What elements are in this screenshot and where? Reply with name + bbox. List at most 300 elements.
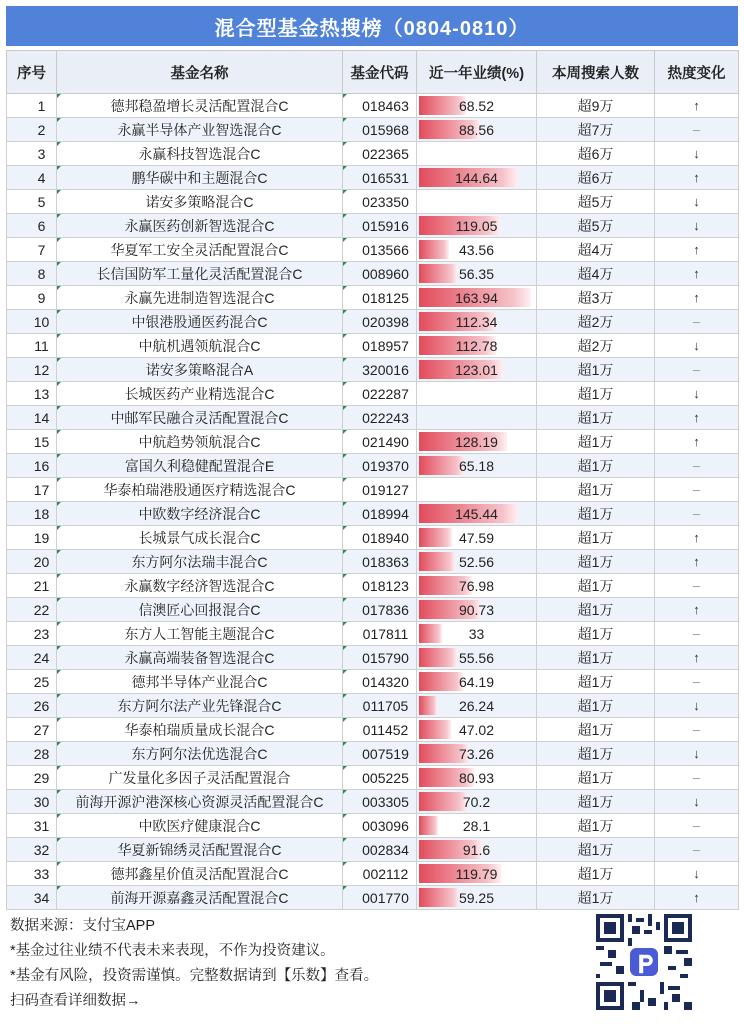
- fund-code: [343, 118, 417, 142]
- search-count: 超1万: [537, 382, 655, 406]
- fund-name: [57, 406, 343, 430]
- performance-cell: [417, 454, 537, 478]
- performance-value: 91.6: [462, 841, 491, 858]
- trend-cell: [655, 622, 739, 646]
- search-count: 超1万: [537, 718, 655, 742]
- row-index: 21: [7, 574, 57, 598]
- performance-value: 70.2: [462, 793, 491, 810]
- performance-value: 144.64: [455, 169, 498, 186]
- performance-cell: [417, 694, 537, 718]
- table-row: [7, 310, 739, 334]
- fund-code: [343, 478, 417, 502]
- fund-table: [6, 50, 739, 910]
- performance-cell: [417, 334, 537, 358]
- fund-name: [57, 478, 343, 502]
- performance-cell: [417, 862, 537, 886]
- row-index: 24: [7, 646, 57, 670]
- search-count: 超5万: [537, 190, 655, 214]
- fund-name-text: 德邦鑫星价值灵活配置混合C: [110, 865, 289, 882]
- performance-cell: [417, 766, 537, 790]
- search-count: 超6万: [537, 142, 655, 166]
- table-row: [7, 742, 739, 766]
- search-count: 超1万: [537, 406, 655, 430]
- performance-value: 112.34: [455, 313, 498, 330]
- fund-name-text: 德邦半导体产业混合C: [131, 673, 268, 690]
- fund-code-text: 022287: [362, 385, 409, 402]
- performance-cell: [417, 118, 537, 142]
- fund-name-text: 中欧数字经济混合C: [138, 505, 261, 522]
- trend-up-icon: ↑: [693, 650, 700, 665]
- fund-code-text: 003305: [362, 793, 409, 810]
- header-fund-name: 基金名称: [57, 51, 343, 94]
- table-row: [7, 886, 739, 910]
- disclaimer-1: *基金过往业绩不代表未来表现，不作为投资建议。: [10, 943, 335, 959]
- fund-name-text: 永赢先进制造智选混合C: [124, 289, 275, 306]
- trend-cell: [655, 526, 739, 550]
- trend-cell: [655, 742, 739, 766]
- fund-name: [57, 886, 343, 910]
- fund-code: [343, 790, 417, 814]
- fund-name-text: 东方阿尔法优选混合C: [131, 745, 268, 762]
- row-index: 34: [7, 886, 57, 910]
- fund-name: [57, 334, 343, 358]
- fund-code: [343, 166, 417, 190]
- trend-cell: [655, 886, 739, 910]
- fund-name-text: 中欧医疗健康混合C: [138, 817, 261, 834]
- row-index: 4: [7, 166, 57, 190]
- fund-name-text: 广发量化多因子灵活配置混合: [108, 769, 291, 786]
- trend-cell: [655, 238, 739, 262]
- header-trend: 热度变化: [655, 51, 739, 94]
- trend-cell: [655, 598, 739, 622]
- performance-value: 128.19: [455, 433, 498, 450]
- performance-cell: [417, 718, 537, 742]
- fund-code: [343, 214, 417, 238]
- fund-name-text: 华泰柏瑞质量成长混合C: [124, 721, 275, 738]
- performance-cell: [417, 814, 537, 838]
- performance-cell: [417, 670, 537, 694]
- performance-cell: [417, 622, 537, 646]
- table-row: [7, 766, 739, 790]
- fund-name: [57, 622, 343, 646]
- table-row: [7, 358, 739, 382]
- table-row: [7, 190, 739, 214]
- trend-flat-icon: –: [692, 722, 701, 737]
- search-count: 超3万: [537, 286, 655, 310]
- fund-name-text: 中航趋势领航混合C: [138, 433, 261, 450]
- search-count: 超2万: [537, 334, 655, 358]
- fund-code-text: 005225: [362, 769, 409, 786]
- fund-code-text: 019370: [362, 457, 409, 474]
- table-row: [7, 478, 739, 502]
- fund-code: [343, 550, 417, 574]
- search-count: 超5万: [537, 214, 655, 238]
- performance-value: 123.01: [455, 361, 498, 378]
- performance-value: 68.52: [458, 97, 495, 114]
- search-count: 超1万: [537, 694, 655, 718]
- fund-name: [57, 358, 343, 382]
- performance-value: 43.56: [458, 241, 495, 258]
- trend-cell: [655, 214, 739, 238]
- trend-down-icon: ↓: [693, 866, 700, 881]
- fund-code-text: 018994: [362, 505, 409, 522]
- table-row: [7, 862, 739, 886]
- fund-code: [343, 310, 417, 334]
- fund-code-text: 008960: [362, 265, 409, 282]
- row-index: 1: [7, 94, 57, 118]
- performance-value: 55.56: [458, 649, 495, 666]
- fund-name-text: 永赢科技智选混合C: [138, 145, 261, 162]
- search-count: 超7万: [537, 118, 655, 142]
- fund-code-text: 017836: [362, 601, 409, 618]
- performance-value: 33: [468, 625, 485, 642]
- row-index: 23: [7, 622, 57, 646]
- fund-code-text: 022365: [362, 145, 409, 162]
- performance-value: 76.98: [458, 577, 495, 594]
- performance-value: 56.35: [458, 265, 495, 282]
- performance-cell: [417, 646, 537, 670]
- performance-cell: [417, 550, 537, 574]
- trend-flat-icon: –: [692, 314, 701, 329]
- trend-up-icon: ↑: [693, 242, 700, 257]
- fund-name-text: 长城景气成长混合C: [138, 529, 261, 546]
- search-count: 超4万: [537, 262, 655, 286]
- performance-bar: [419, 624, 442, 643]
- trend-down-icon: ↓: [693, 218, 700, 233]
- fund-name-text: 东方阿尔法瑞丰混合C: [131, 553, 268, 570]
- fund-name-text: 永赢高端装备智选混合C: [124, 649, 275, 666]
- fund-name: [57, 454, 343, 478]
- fund-name: [57, 190, 343, 214]
- fund-name: [57, 502, 343, 526]
- fund-name: [57, 118, 343, 142]
- trend-cell: [655, 718, 739, 742]
- fund-code: [343, 358, 417, 382]
- trend-cell: [655, 118, 739, 142]
- search-count: 超1万: [537, 502, 655, 526]
- trend-flat-icon: –: [692, 770, 701, 785]
- row-index: 7: [7, 238, 57, 262]
- search-count: 超6万: [537, 166, 655, 190]
- trend-down-icon: ↓: [693, 794, 700, 809]
- row-index: 9: [7, 286, 57, 310]
- table-row: [7, 262, 739, 286]
- fund-code-text: 018940: [362, 529, 409, 546]
- header-search-count: 本周搜索人数: [537, 51, 655, 94]
- performance-value: 47.02: [458, 721, 495, 738]
- trend-cell: [655, 670, 739, 694]
- trend-up-icon: ↑: [693, 290, 700, 305]
- fund-name-text: 信澳匠心回报混合C: [138, 601, 261, 618]
- trend-flat-icon: –: [692, 362, 701, 377]
- qr-code-icon[interactable]: [596, 914, 692, 1010]
- performance-cell: [417, 886, 537, 910]
- header-performance: 近一年业绩(%): [417, 51, 537, 94]
- search-count: 超1万: [537, 670, 655, 694]
- table-row: [7, 646, 739, 670]
- trend-up-icon: ↑: [693, 98, 700, 113]
- fund-code: [343, 334, 417, 358]
- fund-code: [343, 190, 417, 214]
- row-index: 10: [7, 310, 57, 334]
- fund-code-text: 019127: [362, 481, 409, 498]
- fund-code: [343, 670, 417, 694]
- performance-value: 64.19: [458, 673, 495, 690]
- fund-code: [343, 862, 417, 886]
- fund-code: [343, 454, 417, 478]
- table-row: [7, 790, 739, 814]
- performance-bar: [419, 720, 451, 739]
- fund-name-text: 前海开源嘉鑫灵活配置混合C: [110, 889, 289, 906]
- performance-cell: [417, 214, 537, 238]
- fund-name: [57, 718, 343, 742]
- trend-flat-icon: –: [692, 674, 701, 689]
- fund-name-text: 诺安多策略混合C: [145, 193, 254, 210]
- performance-cell: [417, 502, 537, 526]
- fund-code-text: 015790: [362, 649, 409, 666]
- fund-name-text: 鹏华碳中和主题混合C: [131, 169, 268, 186]
- search-count: 超9万: [537, 94, 655, 118]
- trend-cell: [655, 190, 739, 214]
- performance-value: 145.44: [455, 505, 498, 522]
- trend-up-icon: ↑: [693, 530, 700, 545]
- page-title: 混合型基金热搜榜（0804-0810）: [6, 6, 738, 46]
- performance-cell: [417, 142, 537, 166]
- performance-cell: [417, 358, 537, 382]
- search-count: 超1万: [537, 862, 655, 886]
- trend-cell: [655, 838, 739, 862]
- fund-name-text: 富国久利稳健配置混合E: [124, 457, 275, 474]
- performance-bar: [419, 528, 452, 547]
- fund-code-text: 014320: [362, 673, 409, 690]
- search-count: 超1万: [537, 550, 655, 574]
- row-index: 28: [7, 742, 57, 766]
- performance-cell: [417, 190, 537, 214]
- table-row: [7, 94, 739, 118]
- fund-name: [57, 382, 343, 406]
- table-row: [7, 502, 739, 526]
- trend-flat-icon: –: [692, 578, 701, 593]
- search-count: 超1万: [537, 526, 655, 550]
- row-index: 18: [7, 502, 57, 526]
- search-count: 超1万: [537, 814, 655, 838]
- fund-code-text: 023350: [362, 193, 409, 210]
- fund-code-text: 018363: [362, 553, 409, 570]
- fund-name: [57, 670, 343, 694]
- row-index: 12: [7, 358, 57, 382]
- performance-bar: [419, 792, 467, 811]
- performance-value: 26.24: [458, 697, 495, 714]
- fund-name-text: 永赢半导体产业智选混合C: [117, 121, 282, 138]
- table-row: [7, 214, 739, 238]
- performance-value: 47.59: [458, 529, 495, 546]
- trend-cell: [655, 862, 739, 886]
- search-count: 超1万: [537, 598, 655, 622]
- fund-code-text: 016531: [362, 169, 409, 186]
- trend-flat-icon: –: [692, 122, 701, 137]
- fund-name: [57, 214, 343, 238]
- fund-code-text: 018125: [362, 289, 409, 306]
- table-row: [7, 454, 739, 478]
- fund-code-text: 017811: [362, 625, 409, 642]
- search-count: 超4万: [537, 238, 655, 262]
- header-fund-code: 基金代码: [343, 51, 417, 94]
- trend-cell: [655, 790, 739, 814]
- row-index: 5: [7, 190, 57, 214]
- table-row: [7, 814, 739, 838]
- fund-name: [57, 574, 343, 598]
- fund-name-text: 长城医药产业精选混合C: [124, 385, 275, 402]
- performance-bar: [419, 672, 463, 691]
- performance-cell: [417, 742, 537, 766]
- trend-cell: [655, 262, 739, 286]
- performance-cell: [417, 430, 537, 454]
- table-header: [7, 51, 739, 94]
- search-count: 超1万: [537, 454, 655, 478]
- fund-code-text: 001770: [362, 889, 409, 906]
- fund-code: [343, 262, 417, 286]
- search-count: 超1万: [537, 790, 655, 814]
- trend-down-icon: ↓: [693, 338, 700, 353]
- table-row: [7, 718, 739, 742]
- table-row: [7, 694, 739, 718]
- performance-cell: [417, 286, 537, 310]
- fund-code-text: 015916: [362, 217, 409, 234]
- trend-cell: [655, 142, 739, 166]
- performance-value: 88.56: [458, 121, 495, 138]
- row-index: 14: [7, 406, 57, 430]
- performance-value: 163.94: [455, 289, 498, 306]
- performance-bar: [419, 888, 459, 907]
- fund-code: [343, 814, 417, 838]
- trend-cell: [655, 454, 739, 478]
- performance-cell: [417, 790, 537, 814]
- fund-name-text: 华夏军工安全灵活配置混合C: [110, 241, 289, 258]
- trend-up-icon: ↑: [693, 554, 700, 569]
- fund-code: [343, 886, 417, 910]
- search-count: 超1万: [537, 646, 655, 670]
- row-index: 31: [7, 814, 57, 838]
- performance-value: 90.73: [458, 601, 495, 618]
- performance-value: 119.05: [455, 217, 498, 234]
- fund-code: [343, 766, 417, 790]
- row-index: 3: [7, 142, 57, 166]
- fund-code: [343, 406, 417, 430]
- row-index: 29: [7, 766, 57, 790]
- search-count: 超1万: [537, 622, 655, 646]
- fund-name: [57, 142, 343, 166]
- table-row: [7, 598, 739, 622]
- fund-name: [57, 790, 343, 814]
- row-index: 13: [7, 382, 57, 406]
- performance-cell: [417, 262, 537, 286]
- trend-cell: [655, 94, 739, 118]
- fund-code: [343, 646, 417, 670]
- fund-code: [343, 574, 417, 598]
- fund-code-text: 003096: [362, 817, 409, 834]
- performance-cell: [417, 598, 537, 622]
- fund-name: [57, 430, 343, 454]
- fund-name: [57, 814, 343, 838]
- performance-cell: [417, 838, 537, 862]
- fund-name: [57, 742, 343, 766]
- fund-code-text: 015968: [362, 121, 409, 138]
- trend-cell: [655, 406, 739, 430]
- fund-name-text: 华泰柏瑞港股通医疗精选混合C: [103, 481, 296, 498]
- fund-code-text: 002834: [362, 841, 409, 858]
- fund-name: [57, 550, 343, 574]
- fund-name: [57, 310, 343, 334]
- fund-code-text: 020398: [362, 313, 409, 330]
- trend-cell: [655, 478, 739, 502]
- table-row: [7, 118, 739, 142]
- row-index: 27: [7, 718, 57, 742]
- performance-bar: [419, 648, 457, 667]
- performance-bar: [419, 456, 464, 475]
- trend-down-icon: ↓: [693, 698, 700, 713]
- row-index: 32: [7, 838, 57, 862]
- search-count: 超1万: [537, 430, 655, 454]
- table-row: [7, 382, 739, 406]
- table-row: [7, 406, 739, 430]
- trend-up-icon: ↑: [693, 602, 700, 617]
- trend-cell: [655, 382, 739, 406]
- trend-flat-icon: –: [692, 458, 701, 473]
- fund-name: [57, 262, 343, 286]
- search-count: 超1万: [537, 574, 655, 598]
- row-index: 8: [7, 262, 57, 286]
- fund-name: [57, 598, 343, 622]
- search-count: 超1万: [537, 886, 655, 910]
- trend-cell: [655, 358, 739, 382]
- trend-cell: [655, 286, 739, 310]
- fund-name-text: 中航机遇领航混合C: [138, 337, 261, 354]
- fund-code: [343, 742, 417, 766]
- table-row: [7, 238, 739, 262]
- search-count: 超1万: [537, 742, 655, 766]
- fund-name-text: 中银港股通医药混合C: [131, 313, 268, 330]
- row-index: 19: [7, 526, 57, 550]
- trend-cell: [655, 694, 739, 718]
- trend-up-icon: ↑: [693, 434, 700, 449]
- header-index: 序号: [7, 51, 57, 94]
- fund-code-text: 013566: [362, 241, 409, 258]
- table-row: [7, 574, 739, 598]
- performance-bar: [419, 816, 438, 835]
- row-index: 33: [7, 862, 57, 886]
- footer: [10, 914, 570, 1014]
- trend-flat-icon: –: [692, 482, 701, 497]
- performance-value: 28.1: [462, 817, 491, 834]
- performance-cell: [417, 406, 537, 430]
- fund-code-text: 021490: [362, 433, 409, 450]
- table-row: [7, 166, 739, 190]
- fund-code: [343, 94, 417, 118]
- performance-cell: [417, 382, 537, 406]
- performance-value: 59.25: [458, 889, 495, 906]
- performance-bar: [419, 696, 437, 715]
- fund-name: [57, 862, 343, 886]
- fund-name-text: 诺安多策略混合A: [145, 361, 254, 378]
- fund-name-text: 东方阿尔法产业先锋混合C: [117, 697, 282, 714]
- performance-cell: [417, 94, 537, 118]
- trend-flat-icon: –: [692, 842, 701, 857]
- search-count: 超1万: [537, 838, 655, 862]
- trend-up-icon: ↑: [693, 890, 700, 905]
- performance-cell: [417, 310, 537, 334]
- fund-code: [343, 142, 417, 166]
- trend-cell: [655, 814, 739, 838]
